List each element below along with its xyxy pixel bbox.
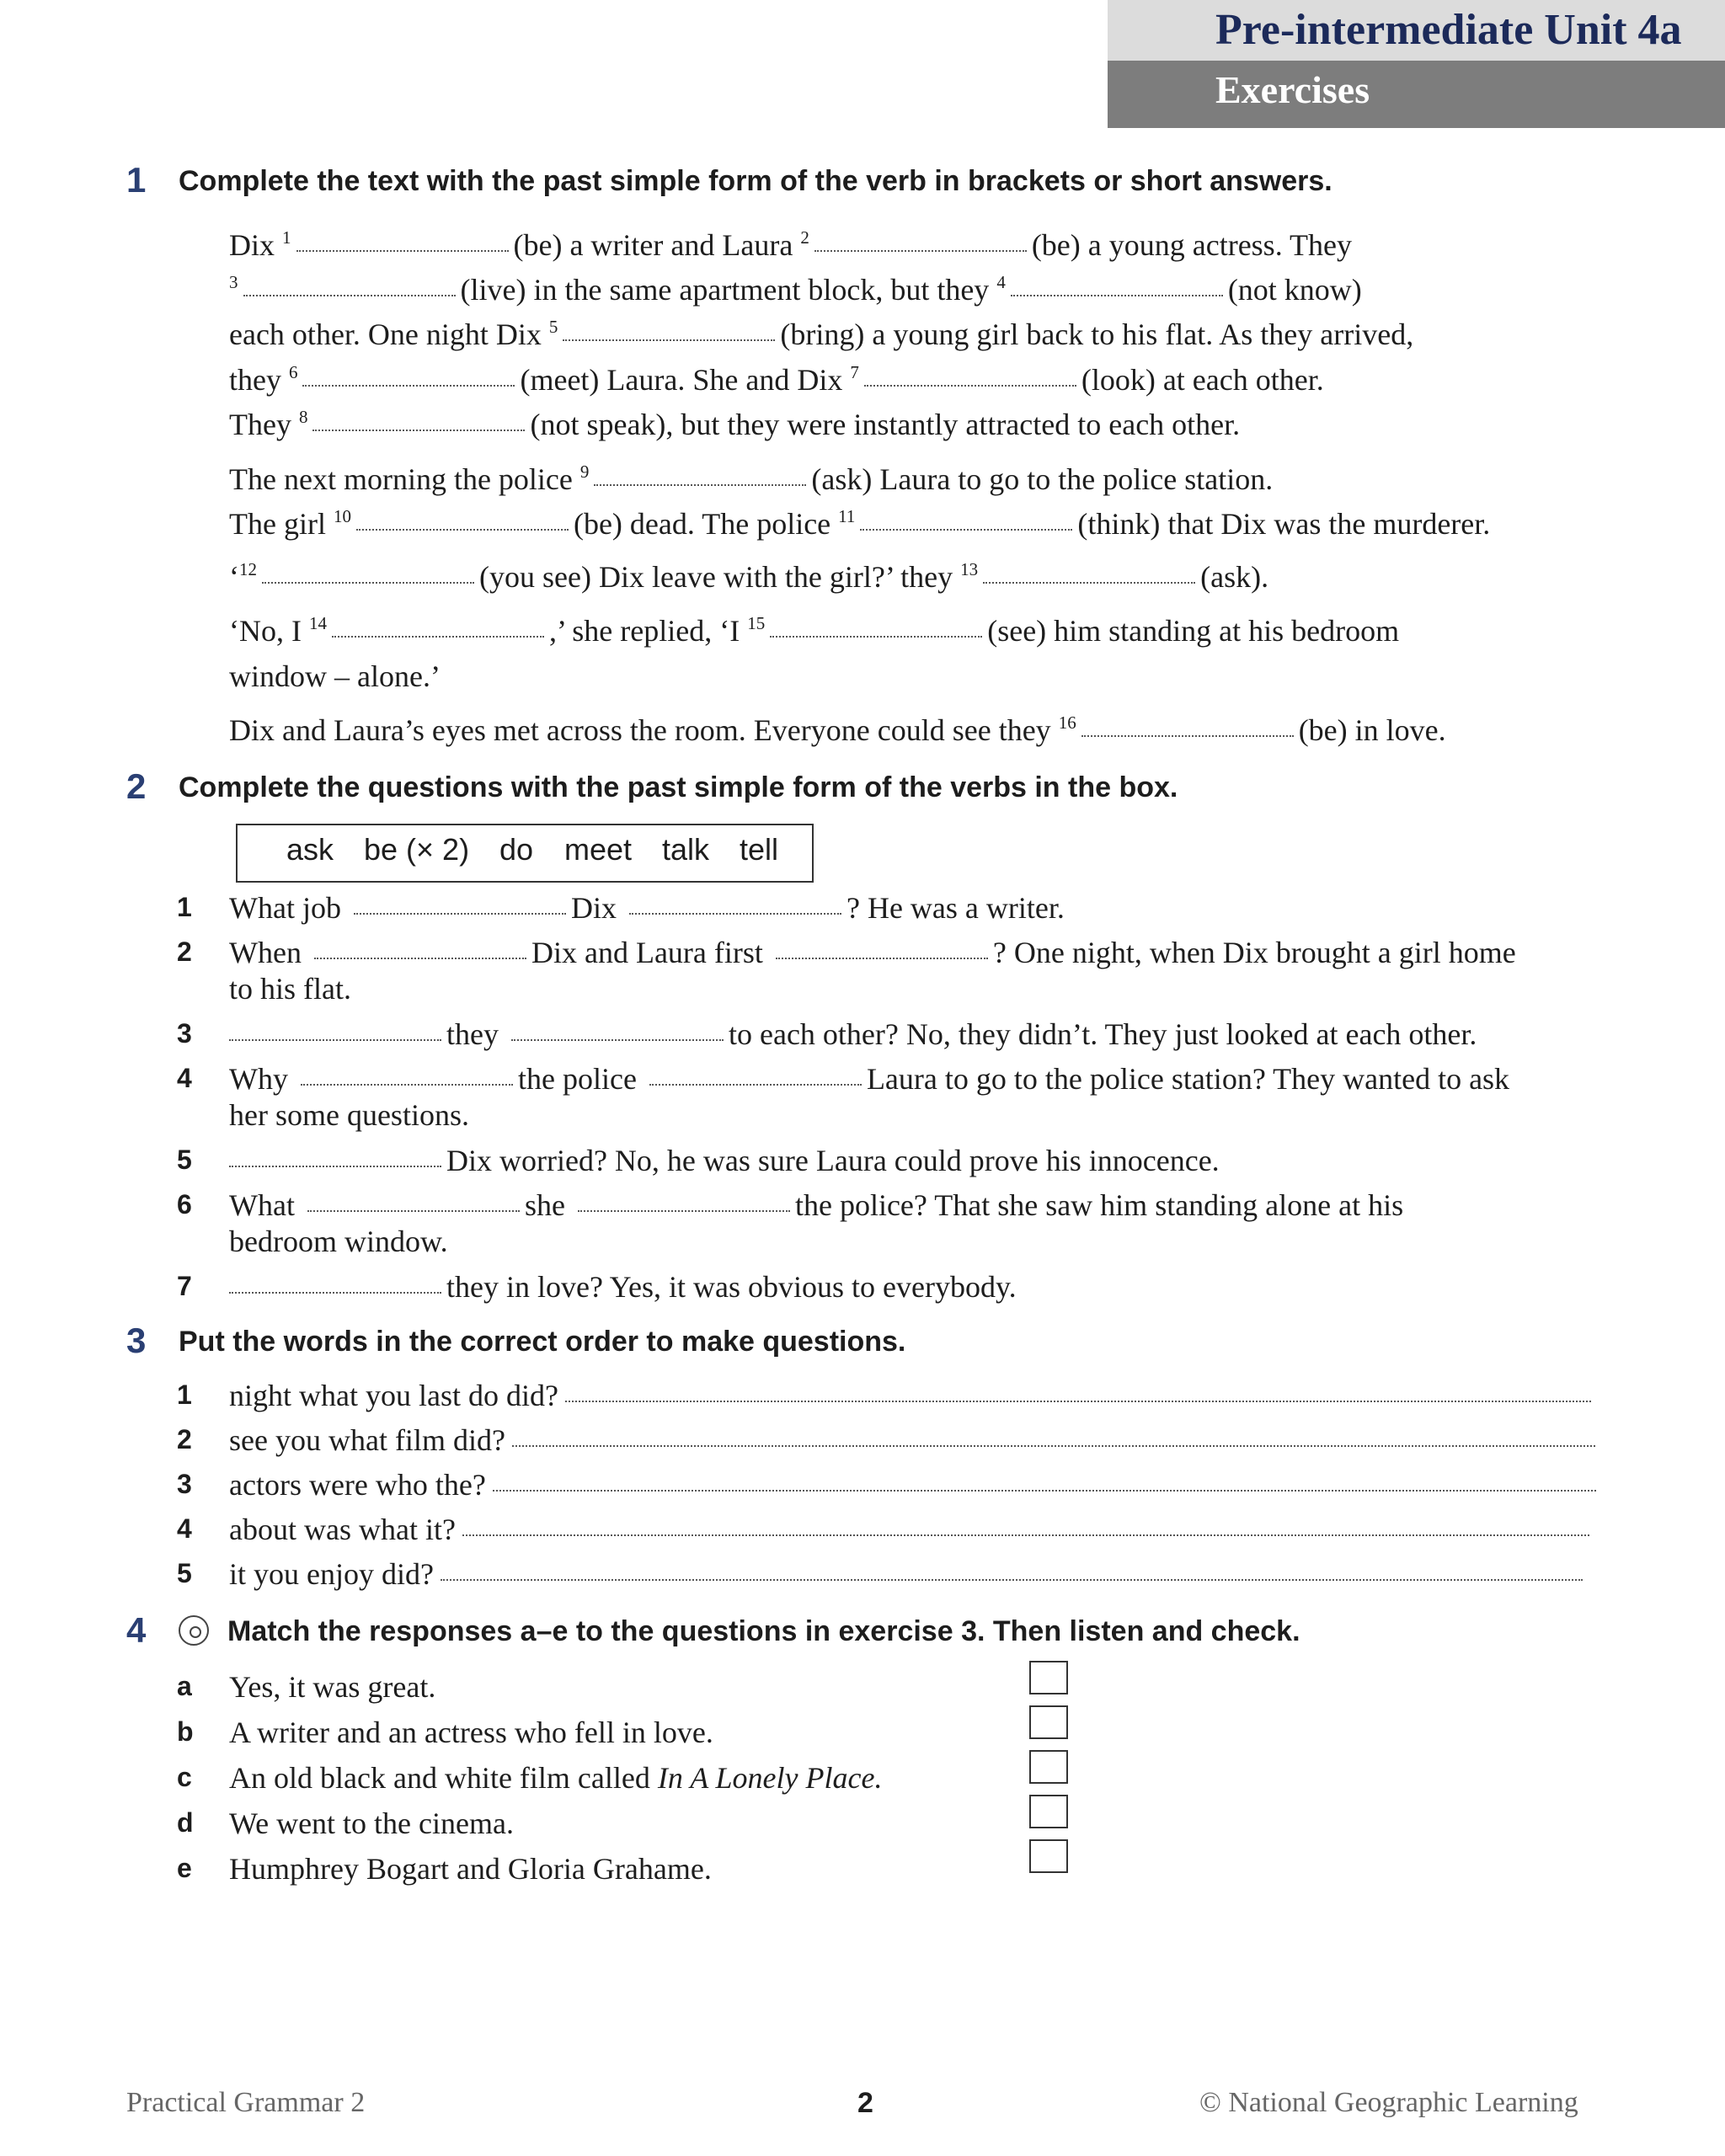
- blank[interactable]: [578, 1209, 790, 1212]
- blank[interactable]: [307, 1209, 520, 1212]
- ex1-line-10: window – alone.’: [229, 659, 441, 693]
- answer-box-a[interactable]: [1029, 1661, 1068, 1694]
- blank-14[interactable]: [332, 635, 544, 638]
- ex3-item-number: 5: [177, 1558, 192, 1588]
- ex2-item-number: 6: [177, 1189, 192, 1219]
- blank-16[interactable]: [1081, 734, 1294, 737]
- ex2-item-5: Dix worried? No, he was sure Laura could prove his innocence.: [229, 1143, 1220, 1178]
- blank-7[interactable]: [864, 384, 1076, 387]
- ex2-item-7: they in love? Yes, it was obvious to everybody.: [229, 1269, 1017, 1305]
- blank[interactable]: [229, 1291, 441, 1294]
- ex1-line-9: ‘No, I $^{14}$ ,’ she replied, ‘I $^{15}$ (see) him standing at his bedroom: [229, 613, 1400, 648]
- exercise-3-instruction: Put the words in the correct order to make questions.: [179, 1326, 906, 1358]
- answer-line[interactable]: [441, 1578, 1583, 1581]
- ex4-item-e: Humphrey Bogart and Gloria Grahame.: [229, 1852, 712, 1886]
- ex4-item-letter: b: [177, 1716, 194, 1747]
- ex1-line-11: Dix and Laura’s eyes met across the room. Everyone could see they $^{16}$ (be) in love.: [229, 712, 1446, 747]
- ex1-line-6: The next morning the police $^9$ (ask) Laura to go to the police station.: [229, 462, 1274, 496]
- blank-11[interactable]: [860, 528, 1072, 531]
- ex1-line-1: Dix $^1$ (be) a writer and Laura $^2$ (be) a young actress. They: [229, 227, 1353, 262]
- section-subtitle: Exercises: [1215, 68, 1370, 111]
- ex2-item-number: 4: [177, 1063, 192, 1093]
- exercise-1-number: 1: [126, 160, 147, 200]
- footer-copyright: © National Geographic Learning: [1199, 2087, 1578, 2118]
- ex2-item-1: What job Dix ? He was a writer.: [229, 891, 1065, 925]
- ex1-line-3: each other. One night Dix $^5$ (bring) a young girl back to his flat. As they arrived,: [229, 317, 1414, 351]
- ex2-item-2-cont: to his flat.: [229, 972, 351, 1006]
- verb-do: do: [499, 832, 534, 867]
- ex3-item-2: see you what film did?: [229, 1422, 1595, 1458]
- ex2-item-4: Why the police Laura to go to the police station? They wanted to ask: [229, 1062, 1510, 1096]
- blank[interactable]: [301, 1083, 513, 1086]
- audio-cd-icon[interactable]: [179, 1615, 209, 1646]
- verb-be: be (× 2): [364, 832, 470, 867]
- blank[interactable]: [776, 957, 988, 959]
- ex4-item-d: We went to the cinema.: [229, 1806, 514, 1840]
- ex2-item-number: 1: [177, 892, 192, 922]
- answer-box-e[interactable]: [1029, 1839, 1068, 1873]
- answer-box-d[interactable]: [1029, 1795, 1068, 1828]
- ex3-item-1: night what you last do did?: [229, 1378, 1591, 1413]
- blank-5[interactable]: [563, 339, 775, 341]
- verb-talk: talk: [662, 832, 710, 867]
- verb-meet: meet: [564, 832, 633, 867]
- blank[interactable]: [229, 1038, 441, 1041]
- ex4-item-letter: a: [177, 1671, 192, 1701]
- exercise-4-instruction: Match the responses a–e to the questions in exercise 3. Then listen and check.: [227, 1615, 1300, 1647]
- ex2-item-6-cont: bedroom window.: [229, 1225, 448, 1258]
- blank-8[interactable]: [312, 429, 525, 431]
- ex2-item-number: 7: [177, 1271, 192, 1301]
- ex1-line-7: The girl $^{10}$ (be) dead. The police $^{11}$ (think) that Dix was the murderer.: [229, 506, 1491, 541]
- ex3-item-3: actors were who the?: [229, 1467, 1596, 1502]
- ex2-item-4-cont: her some questions.: [229, 1098, 469, 1132]
- ex1-line-2: $^3$ (live) in the same apartment block, but they $^4$ (not know): [229, 272, 1362, 307]
- ex2-item-6: What she the police? That she saw him standing alone at his: [229, 1188, 1404, 1222]
- ex2-item-number: 5: [177, 1145, 192, 1175]
- blank-15[interactable]: [770, 635, 982, 638]
- exercise-4-number: 4: [126, 1610, 147, 1650]
- ex4-item-letter: c: [177, 1762, 192, 1792]
- answer-line[interactable]: [462, 1534, 1589, 1536]
- blank-1[interactable]: [296, 249, 509, 252]
- ex2-item-number: 3: [177, 1018, 192, 1049]
- ex3-item-5: it you enjoy did?: [229, 1556, 1583, 1592]
- verb-ask: ask: [286, 832, 334, 867]
- ex1-line-5: They $^8$ (not speak), but they were instantly attracted to each other.: [229, 407, 1241, 441]
- blank[interactable]: [629, 912, 841, 915]
- blank-13[interactable]: [983, 581, 1195, 584]
- ex3-item-number: 4: [177, 1513, 192, 1544]
- exercise-3-number: 3: [126, 1321, 147, 1360]
- blank-2[interactable]: [814, 249, 1027, 252]
- ex3-item-4: about was what it?: [229, 1512, 1589, 1547]
- verb-tell: tell: [740, 832, 779, 867]
- footer-book-title: Practical Grammar 2: [126, 2087, 366, 2118]
- answer-box-c[interactable]: [1029, 1750, 1068, 1784]
- ex4-item-a: Yes, it was great.: [229, 1670, 436, 1704]
- ex4-item-letter: e: [177, 1853, 192, 1883]
- ex2-item-2: When Dix and Laura first ? One night, when Dix brought a girl home: [229, 936, 1516, 969]
- ex2-item-number: 2: [177, 937, 192, 967]
- ex3-item-number: 3: [177, 1469, 192, 1499]
- blank-3[interactable]: [243, 294, 456, 296]
- blank-6[interactable]: [302, 384, 515, 387]
- blank[interactable]: [511, 1038, 724, 1041]
- unit-title: Pre-intermediate Unit 4a: [1215, 6, 1682, 54]
- exercise-2-number: 2: [126, 766, 147, 806]
- blank-10[interactable]: [356, 528, 569, 531]
- blank-4[interactable]: [1011, 294, 1223, 296]
- answer-line[interactable]: [493, 1489, 1596, 1492]
- ex3-item-number: 2: [177, 1424, 192, 1454]
- answer-line[interactable]: [565, 1400, 1591, 1402]
- ex4-item-c: An old black and white film called In A Lonely Place.: [229, 1761, 883, 1795]
- blank[interactable]: [229, 1165, 441, 1167]
- blank[interactable]: [354, 912, 566, 915]
- ex4-item-b: A writer and an actress who fell in love.: [229, 1716, 713, 1749]
- ex1-line-4: they $^6$ (meet) Laura. She and Dix $^7$ (look) at each other.: [229, 362, 1324, 397]
- page-number: 2: [857, 2087, 873, 2119]
- blank[interactable]: [649, 1083, 862, 1086]
- ex4-item-letter: d: [177, 1807, 194, 1838]
- exercise-2-instruction: Complete the questions with the past simple form of the verbs in the box.: [179, 771, 1178, 803]
- answer-box-b[interactable]: [1029, 1705, 1068, 1739]
- ex3-item-number: 1: [177, 1380, 192, 1410]
- blank-12[interactable]: [262, 581, 474, 584]
- ex2-item-3: they to each other? No, they didn’t. They just looked at each other.: [229, 1017, 1477, 1052]
- header-banner-bottom: [1108, 61, 1725, 128]
- blank-9[interactable]: [594, 483, 806, 486]
- ex1-line-8: ‘$^{12}$ (you see) Dix leave with the girl?’ they $^{13}$ (ask).: [229, 559, 1269, 594]
- blank[interactable]: [314, 957, 526, 959]
- exercise-1-instruction: Complete the text with the past simple form of the verb in brackets or short answers.: [179, 165, 1332, 197]
- answer-line[interactable]: [512, 1444, 1595, 1447]
